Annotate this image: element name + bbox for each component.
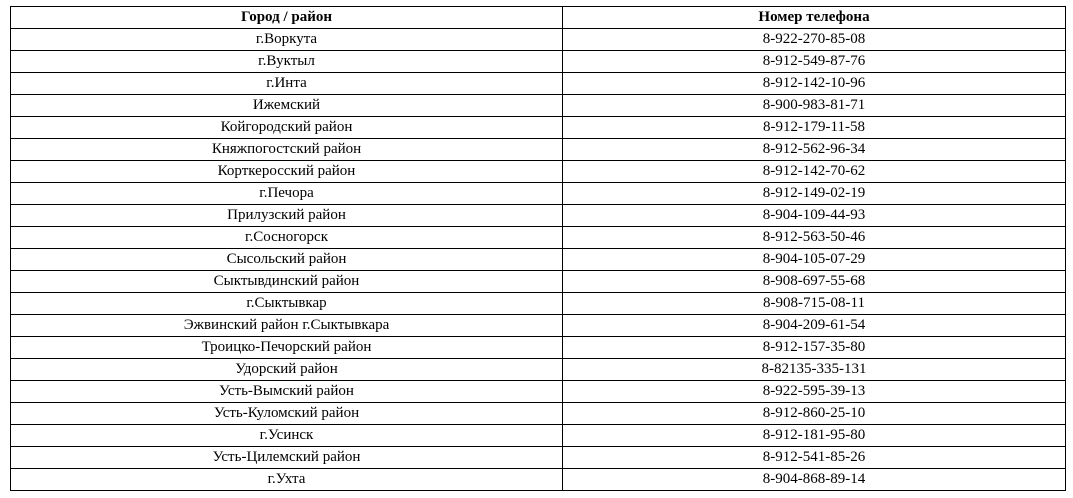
table-row [11, 227, 1066, 249]
table-row [11, 315, 1066, 337]
table-row [11, 271, 1066, 293]
phone-cell: 8-912-541-85-26 [563, 447, 1066, 469]
phone-table [10, 6, 1066, 491]
district-cell: Койгородский район [11, 117, 563, 139]
district-cell: Сысольский район [11, 249, 563, 271]
table-row [11, 249, 1066, 271]
table-row [11, 73, 1066, 95]
phone-cell: 8-904-105-07-29 [563, 249, 1066, 271]
table-row [11, 337, 1066, 359]
phone-cell: 8-912-149-02-19 [563, 183, 1066, 205]
district-cell: г.Сыктывкар [11, 293, 563, 315]
table-row [11, 425, 1066, 447]
phone-cell: 8-904-109-44-93 [563, 205, 1066, 227]
district-cell: Ижемский [11, 95, 563, 117]
phone-cell: 8-912-142-10-96 [563, 73, 1066, 95]
district-cell: г.Печора [11, 183, 563, 205]
phone-cell: 8-82135-335-131 [563, 359, 1066, 381]
phone-cell: 8-912-563-50-46 [563, 227, 1066, 249]
table-row [11, 183, 1066, 205]
table-row [11, 51, 1066, 73]
phone-cell: 8-912-179-11-58 [563, 117, 1066, 139]
table-row [11, 205, 1066, 227]
phone-cell: 8-904-868-89-14 [563, 469, 1066, 491]
table-row [11, 161, 1066, 183]
phone-directory [10, 6, 1065, 491]
district-cell: Сыктывдинский район [11, 271, 563, 293]
district-cell: г.Ухта [11, 469, 563, 491]
phone-cell: 8-912-860-25-10 [563, 403, 1066, 425]
phone-cell: 8-908-697-55-68 [563, 271, 1066, 293]
table-row [11, 469, 1066, 491]
district-cell: Корткеросский район [11, 161, 563, 183]
table-row [11, 359, 1066, 381]
district-cell: Усть-Куломский район [11, 403, 563, 425]
column-header-district: Город / район [11, 7, 563, 29]
district-cell: г.Инта [11, 73, 563, 95]
phone-cell: 8-912-142-70-62 [563, 161, 1066, 183]
table-row [11, 447, 1066, 469]
district-cell: г.Усинск [11, 425, 563, 447]
district-cell: Троицко-Печорский район [11, 337, 563, 359]
phone-cell: 8-922-270-85-08 [563, 29, 1066, 51]
district-cell: Эжвинский район г.Сыктывкара [11, 315, 563, 337]
district-cell: г.Вуктыл [11, 51, 563, 73]
table-row [11, 403, 1066, 425]
table-row [11, 293, 1066, 315]
table-row [11, 117, 1066, 139]
phone-cell: 8-922-595-39-13 [563, 381, 1066, 403]
phone-cell: 8-912-549-87-76 [563, 51, 1066, 73]
table-header-row [11, 7, 1066, 29]
district-cell: Усть-Вымский район [11, 381, 563, 403]
district-cell: г.Сосногорск [11, 227, 563, 249]
table-row [11, 95, 1066, 117]
phone-cell: 8-908-715-08-11 [563, 293, 1066, 315]
phone-cell: 8-912-562-96-34 [563, 139, 1066, 161]
district-cell: Княжпогостский район [11, 139, 563, 161]
phone-cell: 8-904-209-61-54 [563, 315, 1066, 337]
table-row [11, 139, 1066, 161]
district-cell: Усть-Цилемский район [11, 447, 563, 469]
district-cell: г.Воркута [11, 29, 563, 51]
phone-cell: 8-900-983-81-71 [563, 95, 1066, 117]
table-row [11, 381, 1066, 403]
district-cell: Прилузский район [11, 205, 563, 227]
table-body [11, 29, 1066, 491]
table-row [11, 29, 1066, 51]
column-header-phone: Номер телефона [563, 7, 1066, 29]
phone-cell: 8-912-157-35-80 [563, 337, 1066, 359]
phone-cell: 8-912-181-95-80 [563, 425, 1066, 447]
district-cell: Удорский район [11, 359, 563, 381]
